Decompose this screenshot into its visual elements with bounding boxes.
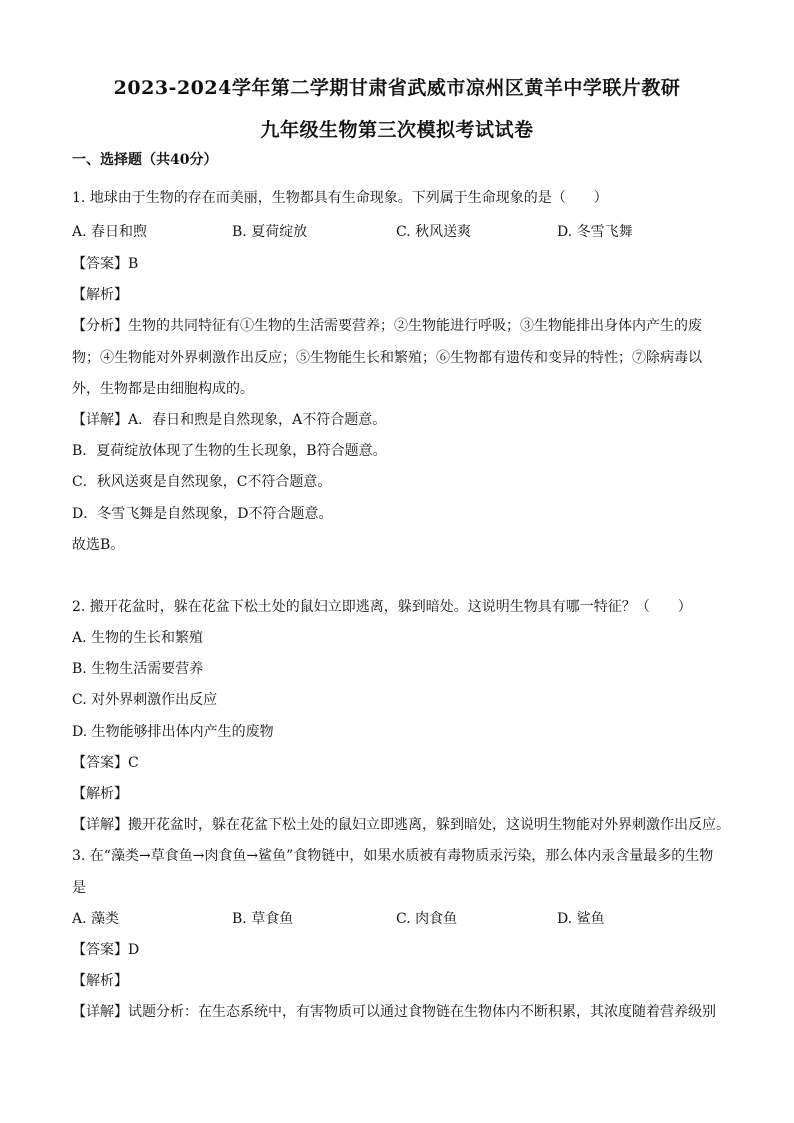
q1-stem: 1. 地球由于生物的存在而美丽，生物都具有生命现象。下列属于生命现象的是（ ） (72, 190, 608, 206)
q1-option-c: C. 秋风送爽 (396, 224, 472, 240)
q1-option-a: A. 春日和煦 (72, 224, 148, 240)
q3-option-d: D. 鲨鱼 (557, 911, 605, 927)
q2-option-a: A. 生物的生长和繁殖 (72, 630, 204, 646)
q3-stem-line1: 3. 在“藻类→草食鱼→肉食鱼→鲨鱼”食物链中，如果水质被有毒物质汞污染，那么体内汞含量最多的生物 (72, 848, 714, 864)
q1-detail-c: C．秋风送爽是自然现象，C不符合题意。 (72, 474, 332, 490)
q3-stem-line2: 是 (72, 880, 86, 896)
q3-jiexi: 【解析】 (72, 973, 128, 989)
q3-option-b: B. 草食鱼 (232, 911, 294, 927)
q1-answer: 【答案】B (72, 256, 139, 272)
q1-analysis-line2: 物；④生物能对外界刺激作出反应；⑤生物能生长和繁殖；⑥生物都有遗传和变异的特性；⑦除病毒以 (72, 350, 702, 366)
q2-option-c: C. 对外界刺激作出反应 (72, 692, 218, 708)
q2-option-d: D. 生物能够排出体内产生的废物 (72, 724, 274, 740)
q1-detail-a: 【详解】A．春日和煦是自然现象，A不符合题意。 (72, 412, 387, 428)
q3-answer: 【答案】D (72, 942, 140, 958)
section-heading: 一、选择题（共40分） (72, 152, 218, 168)
q1-analysis-line3: 外，生物都是由细胞构成的。 (72, 381, 254, 397)
q1-jiexi: 【解析】 (72, 287, 128, 303)
q2-answer: 【答案】C (72, 755, 139, 771)
q3-detail: 【详解】试题分析：在生态系统中，有害物质可以通过食物链在生物体内不断积累，其浓度随着营养级别 (72, 1004, 716, 1020)
exam-title-line1: 2023-2024学年第二学期甘肃省武威市凉州区黄羊中学联片教研 (113, 77, 681, 99)
q2-option-b: B. 生物生活需要营养 (72, 661, 204, 677)
q1-option-b: B. 夏荷绽放 (232, 224, 308, 240)
q1-analysis-line1: 【分析】生物的共同特征有①生物的生活需要营养；②生物能进行呼吸；③生物能排出身体内产生的废 (72, 318, 702, 334)
q1-option-d: D. 冬雪飞舞 (557, 224, 633, 240)
exam-title-line2: 九年级生物第三次模拟考试试卷 (260, 119, 534, 141)
q3-option-c: C. 肉食鱼 (396, 911, 458, 927)
q1-conclusion: 故选B。 (72, 537, 125, 553)
q2-stem: 2. 搬开花盆时，躲在花盆下松土处的鼠妇立即逃离，躲到暗处。这说明生物具有哪一特征？（ ） (72, 599, 692, 615)
q1-detail-d: D．冬雪飞舞是自然现象，D不符合题意。 (72, 506, 333, 522)
q1-detail-b: B．夏荷绽放体现了生物的生长现象，B符合题意。 (72, 443, 387, 459)
q2-detail: 【详解】搬开花盆时，躲在花盆下松土处的鼠妇立即逃离，躲到暗处，这说明生物能对外界刺激作出反应。 (72, 817, 730, 833)
q2-jiexi: 【解析】 (72, 786, 128, 802)
q3-option-a: A. 藻类 (72, 911, 120, 927)
